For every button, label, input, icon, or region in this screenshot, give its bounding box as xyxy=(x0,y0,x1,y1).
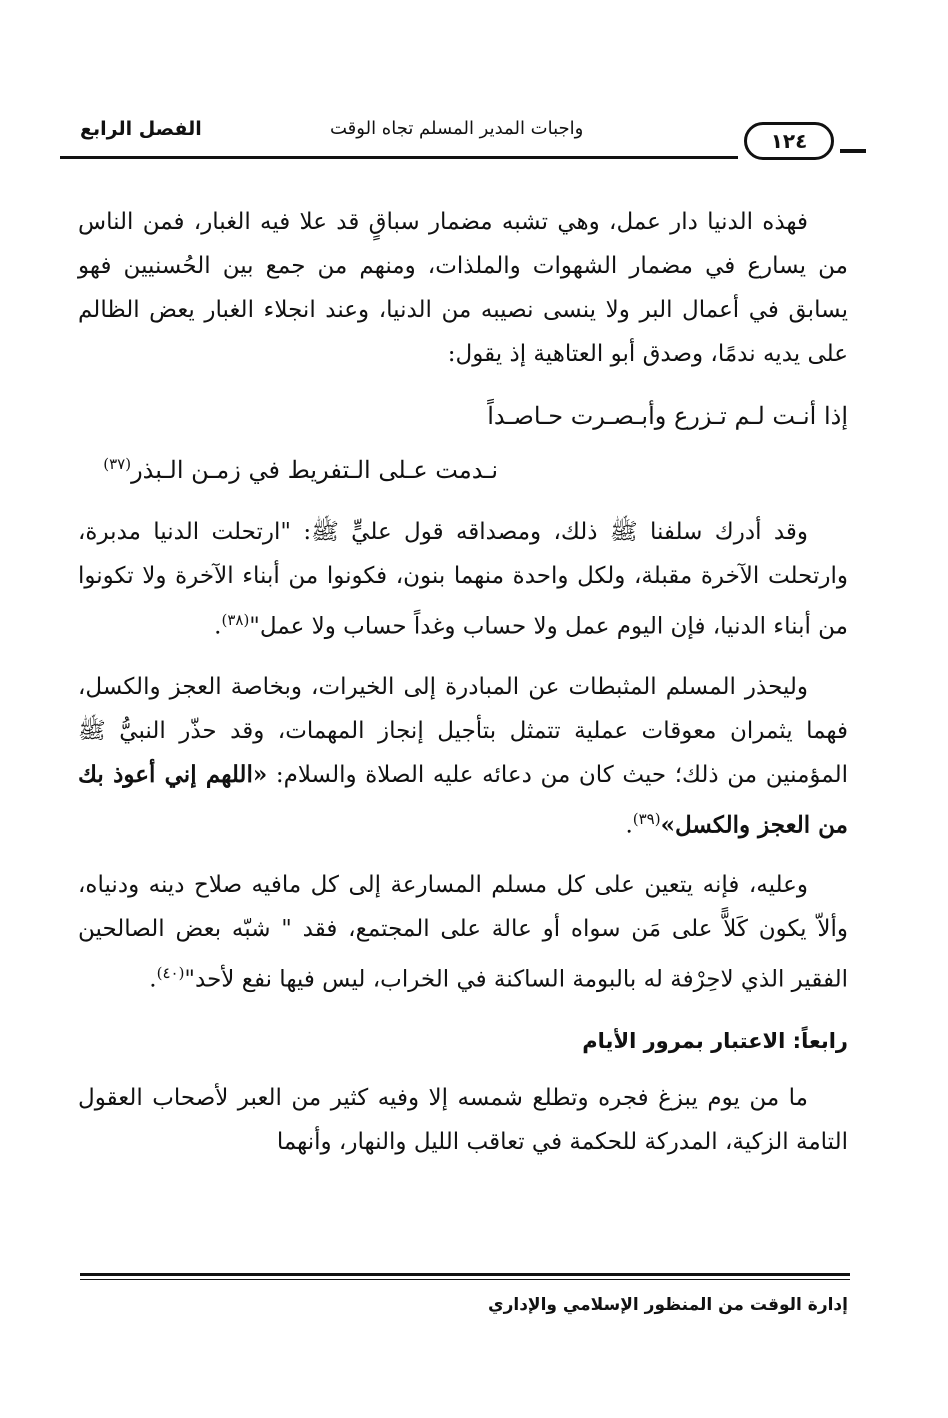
footnote-ref-38: (٣٨) xyxy=(221,611,250,629)
poem-line-2-text: نـدمت عـلى الـتفريط في زمـن الـبذر xyxy=(131,456,498,484)
header-rule-right xyxy=(840,149,866,153)
paragraph-5 xyxy=(78,1076,848,1164)
footer-rule-thick xyxy=(80,1273,850,1276)
paragraph-3 xyxy=(78,665,848,848)
header-rule xyxy=(60,156,738,159)
footer-book-title: إدارة الوقت من المنظور الإسلامي والإداري xyxy=(488,1295,848,1315)
poem-line-2 xyxy=(78,440,768,494)
paragraph-4-text: وعليه، فإنه يتعين على كل مسلم المسارعة إلى كل مافيه صلاح دينه ودنياه، وألاّ يكون كَلاًّ على مَن سواه أو عالة على المجتمع، فقد " شبّه بعض الصالحين الفقير الذي لاحِرْفة له بالبومة الساكنة في الخراب، ليس فيها نفع لأحد" xyxy=(78,872,848,993)
paragraph-3-text: وليحذر المسلم المثبطات عن المبادرة إلى الخيرات، وبخاصة العجز والكسل، فهما يثمران معوقات عملية تتمثل بتأجيل إنجاز المهمات، وقد حذّر النبيُّ ﷺ المؤمنين من ذلك؛ حيث كان من دعائه عليه الصلاة والسلام: xyxy=(78,673,849,788)
page-number-badge xyxy=(744,122,834,160)
paragraph-4-end: . xyxy=(149,966,157,993)
paragraph-2 xyxy=(78,510,848,649)
footnote-ref-40: (٤٠) xyxy=(156,964,185,983)
page-header xyxy=(60,112,890,172)
running-title: واجبات المدير المسلم تجاه الوقت xyxy=(330,118,584,139)
paragraph-3-end: . xyxy=(625,812,633,839)
footnote-ref-37: (٣٧) xyxy=(103,455,132,473)
paragraph-2-text: وقد أدرك سلفنا ﷺ ذلك، ومصداقه قول عليٍّ ﷺ: "ارتحلت الدنيا مدبرة، وارتحلت الآخرة مقبلة، ولكل واحدة منهما بنون، فكونوا من أبناء الآخرة ولا تكونوا من أبناء الدنيا، فإن اليوم عمل ولا حساب وغداً حساب ولا عمل" xyxy=(78,519,848,640)
paragraph-1-text: فهذه الدنيا دار عمل، وهي تشبه مضمار سباقٍ قد علا فيه الغبار، فمن الناس من يسارع في مضمار الشهوات والملذات، ومنهم من جمع بين الحُسنيين فهو يسابق في أعمال البر ولا ينسى نصيبه من الدنيا، وعند انجلاء الغبار يعض الظالم على يديه ندمًا، وصدق أبو العتاهية إذ يقول: xyxy=(78,209,848,367)
paragraph-1 xyxy=(78,200,848,376)
page-number: ١٢٤ xyxy=(770,129,808,153)
footer-rule-thin xyxy=(80,1279,850,1280)
section-heading: رابعاً: الاعتبار بمرور الأيام xyxy=(582,1028,848,1053)
footnote-ref-39: (٣٩) xyxy=(632,809,661,828)
paragraph-2-end: . xyxy=(214,613,222,640)
poem-line-1: إذا أنـت لـم تـزرع وأبـصـرت حـاصـداً xyxy=(487,402,848,430)
paragraph-5-text: ما من يوم يبزغ فجره وتطلع شمسه إلا وفيه كثير من العبر لأصحاب العقول التامة الزكية، المدركة للحكمة في تعاقب الليل والنهار، وأنهما xyxy=(78,1084,848,1155)
paragraph-4 xyxy=(78,863,848,1002)
body-text xyxy=(78,200,848,1180)
chapter-label: الفصل الرابع xyxy=(80,118,202,140)
hadith-quote: «اللهم إني أعوذ بك من العجز والكسل» xyxy=(78,760,848,839)
poem-verse xyxy=(78,392,848,494)
